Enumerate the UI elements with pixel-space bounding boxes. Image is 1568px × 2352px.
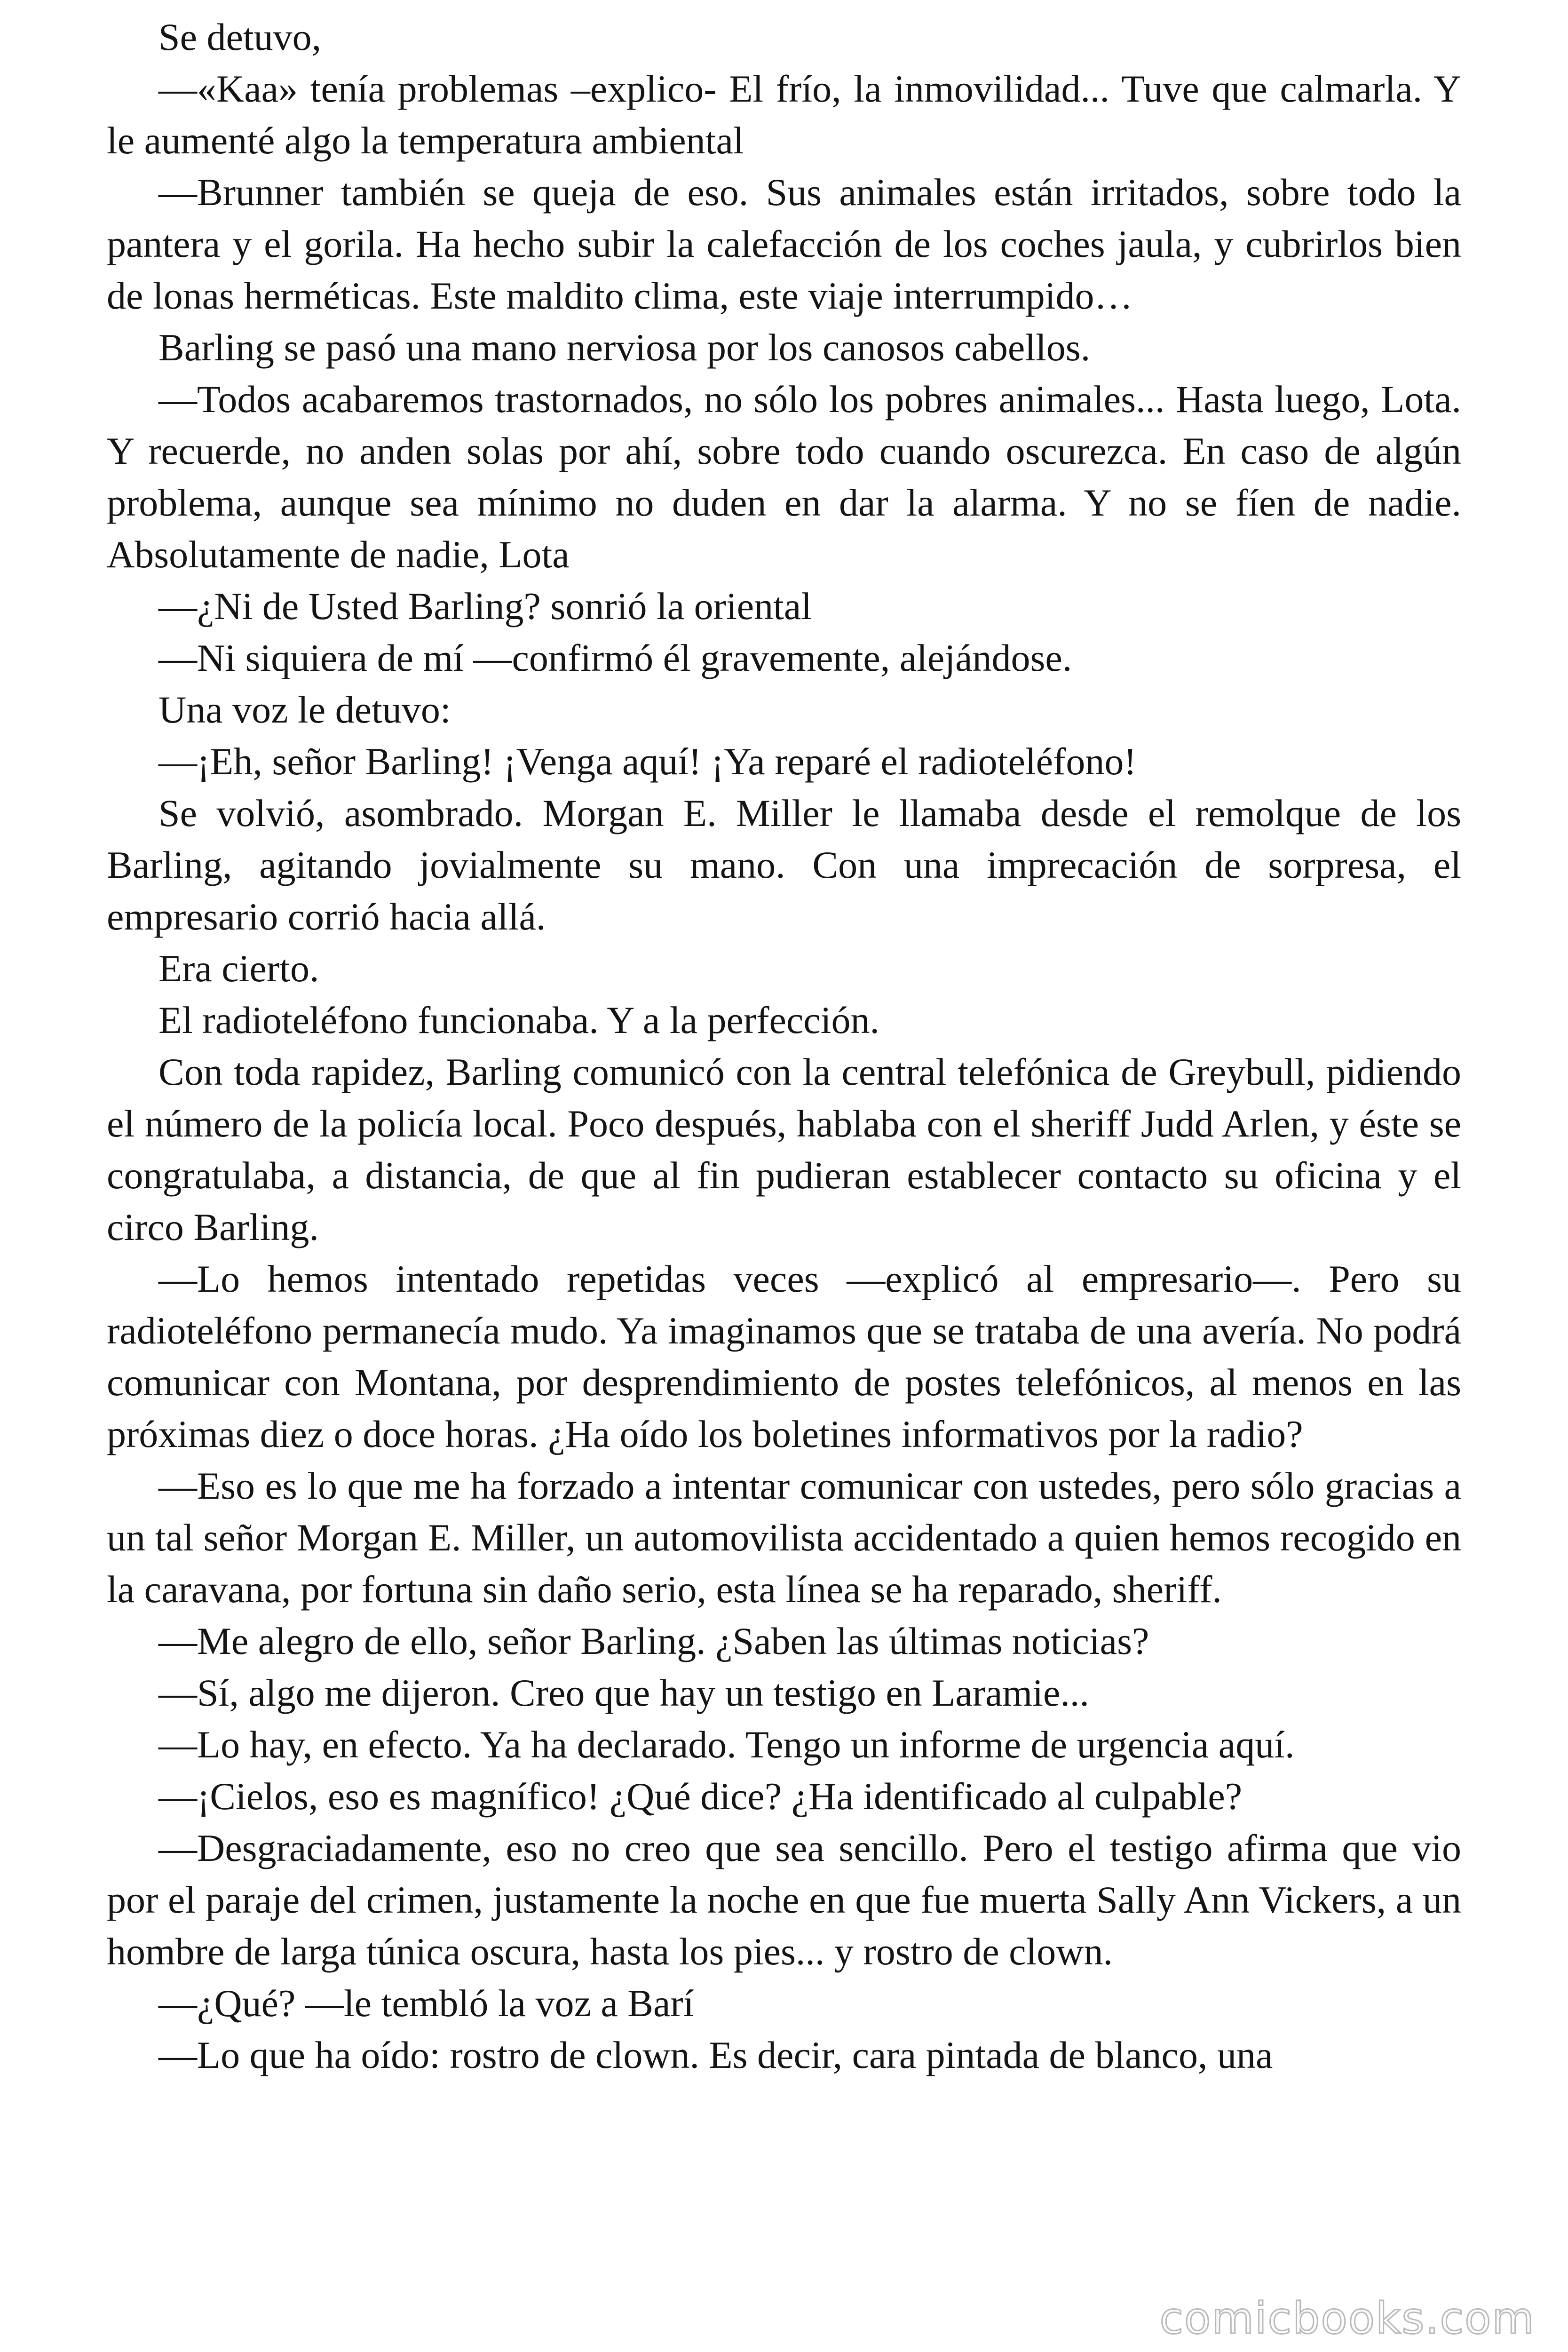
paragraph-11: Era cierto.	[158, 947, 319, 990]
paragraph-10: Se volvió, asombrado. Morgan E. Miller le llamaba desde el remolque de los Barling, agitando jovialmente su mano. Con una imprecación de sorpresa, el empresario corrió hacia allá.	[107, 792, 1461, 938]
body-text	[107, 0, 1461, 2081]
paragraph-1: Se detuvo,	[158, 16, 322, 58]
document-page	[107, 0, 1461, 2352]
paragraph-22: —Lo que ha oído: rostro de clown. Es decir, cara pintada de blanco, una	[158, 2034, 1273, 2076]
paragraph-13: Con toda rapidez, Barling comunicó con la central telefónica de Greybull, pidiendo el número de la policía local. Poco después, hablaba con el sheriff Judd Arlen, y éste se congratulaba, a distancia, de que al fin pudieran establecer contacto su oficina y el circo Barling.	[107, 1050, 1461, 1248]
paragraph-21: —¿Qué? —le tembló la voz a Barí	[158, 1982, 694, 2025]
paragraph-3: —Brunner también se queja de eso. Sus animales están irritados, sobre todo la pantera y el gorila. Ha hecho subir la calefacción de los coches jaula, y cubrirlos bien de lonas herméticas. Este maldito clima, este viaje interrumpido…	[107, 171, 1461, 317]
paragraph-14: —Lo hemos intentado repetidas veces —explicó al empresario—. Pero su radioteléfono permanecía mudo. Ya imaginamos que se trataba de una avería. No podrá comunicar con Montana, por desprendimiento de postes telefónicos, al menos en las próximas diez o doce horas. ¿Ha oído los boletines informativos por la radio?	[107, 1257, 1461, 1455]
paragraph-6: —¿Ni de Usted Barling? sonrió la oriental	[158, 585, 812, 628]
paragraph-8: Una voz le detuvo:	[158, 688, 451, 731]
paragraph-4: Barling se pasó una mano nerviosa por los canosos cabellos.	[158, 326, 1091, 369]
paragraph-15: —Eso es lo que me ha forzado a intentar comunicar con ustedes, pero sólo gracias a un tal señor Morgan E. Miller, un automovilista accidentado a quien hemos recogido en la caravana, por fortuna sin daño serio, esta línea se ha reparado, sheriff.	[107, 1464, 1461, 1611]
paragraph-5: —Todos acabaremos trastornados, no sólo los pobres animales... Hasta luego, Lota. Y recuerde, no anden solas por ahí, sobre todo cuando oscurezca. En caso de algún problema, aunque sea mínimo no duden en dar la alarma. Y no se fíen de nadie. Absolutamente de nadie, Lota	[107, 378, 1461, 576]
watermark: comicbooks.com	[1159, 2293, 1535, 2344]
paragraph-12: El radioteléfono funcionaba. Y a la perfección.	[158, 999, 879, 1041]
paragraph-2: —«Kaa» tenía problemas –explico- El frío, la inmovilidad... Tuve que calmarla. Y le aumenté algo la temperatura ambiental	[107, 67, 1461, 162]
paragraph-18: —Lo hay, en efecto. Ya ha declarado. Tengo un informe de urgencia aquí.	[158, 1723, 1295, 1766]
paragraph-19: —¡Cielos, eso es magnífico! ¿Qué dice? ¿Ha identificado al culpable?	[158, 1775, 1243, 1818]
paragraph-20: —Desgraciadamente, eso no creo que sea sencillo. Pero el testigo afirma que vio por el paraje del crimen, justamente la noche en que fue muerta Sally Ann Vickers, a un hombre de larga túnica oscura, hasta los pies... y rostro de clown.	[107, 1827, 1461, 1973]
paragraph-17: —Sí, algo me dijeron. Creo que hay un testigo en Laramie...	[158, 1671, 1089, 1714]
paragraph-7: —Ni siquiera de mí —confirmó él gravemente, alejándose.	[158, 636, 1072, 679]
paragraph-9: —¡Eh, señor Barling! ¡Venga aquí! ¡Ya reparé el radioteléfono!	[158, 740, 1137, 783]
paragraph-16: —Me alegro de ello, señor Barling. ¿Saben las últimas noticias?	[158, 1620, 1149, 1662]
